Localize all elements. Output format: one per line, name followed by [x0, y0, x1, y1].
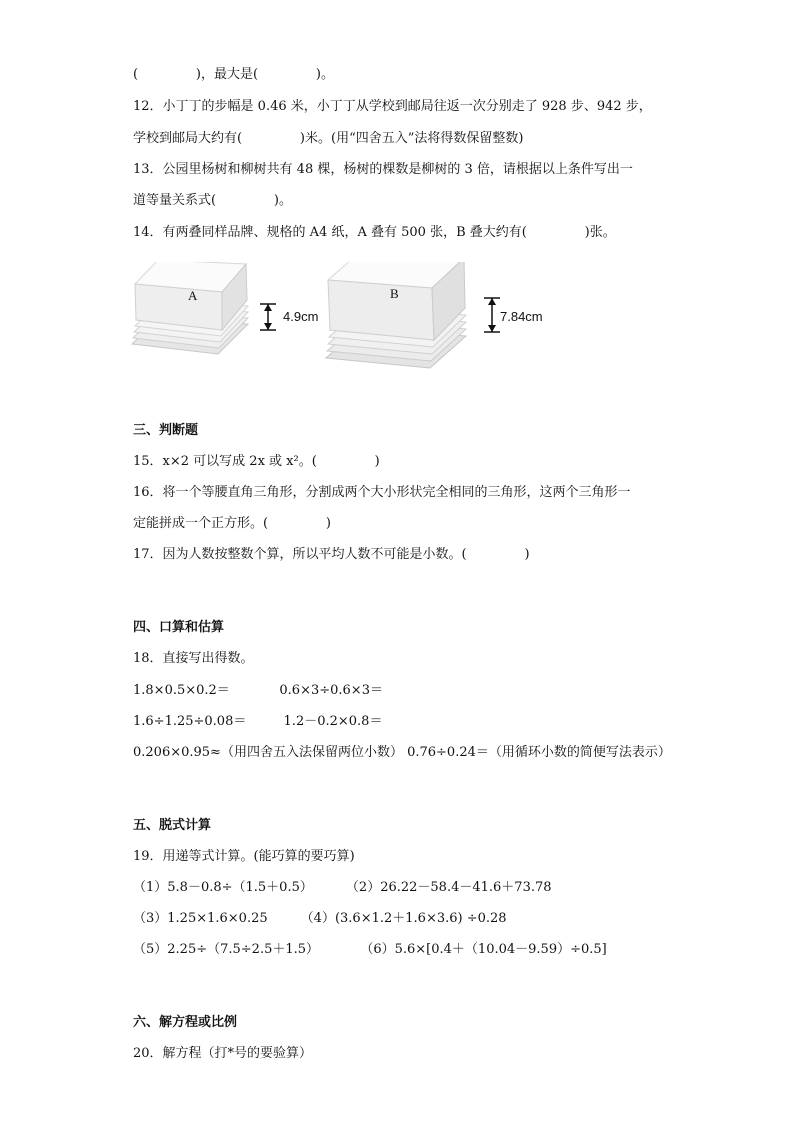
q18-row-1: 1.8×0.5×0.2＝ 0.6×3÷0.6×3＝: [133, 683, 383, 698]
stack-a-label: A: [188, 288, 198, 303]
paper-stack-b: [326, 262, 466, 368]
section-3-title: 三、判断题: [133, 423, 199, 438]
paper-stacks-figure: [130, 262, 560, 372]
section-6-title: 六、解方程或比例: [133, 1015, 238, 1030]
q18-row-2: 1.6÷1.25÷0.08＝ 1.2－0.2×0.8＝: [133, 714, 383, 729]
question-19: 19．用递等式计算。(能巧算的要巧算): [133, 849, 355, 864]
question-14: 14．有两叠同样品牌、规格的 A4 纸，A 叠有 500 张，B 叠大约有( )张。: [133, 225, 616, 240]
q19-row-3: （5）2.25÷（7.5÷2.5＋1.5） （6）5.6×[0.4＋（10.04－9.59）÷0.5]: [133, 942, 607, 957]
question-16-line-1: 16．将一个等腰直角三角形，分割成两个大小形状完全相同的三角形，这两个三角形一: [133, 485, 631, 500]
question-17: 17．因为人数按整数个算，所以平均人数不可能是小数。( ): [133, 547, 530, 562]
q19-row-1: （1）5.8－0.8÷（1.5＋0.5） （2）26.22－58.4－41.6＋73.78: [133, 880, 552, 895]
section-5-title: 五、脱式计算: [133, 818, 212, 833]
q11-tail-line: ( )，最大是( )。: [133, 67, 334, 82]
stack-b-height-marker: [484, 298, 543, 332]
question-12-line-2: 学校到邮局大约有( )米。(用“四舍五入”法将得数保留整数): [133, 131, 524, 146]
stack-b-label: B: [390, 286, 399, 301]
question-20: 20．解方程（打*号的要验算）: [133, 1046, 313, 1061]
stack-a-height: 4.9cm: [283, 309, 319, 324]
question-16-line-2: 定能拼成一个正方形。( ): [133, 516, 331, 531]
q19-row-2: （3）1.25×1.6×0.25 （4）(3.6×1.2＋1.6×3.6) ÷0.28: [133, 911, 507, 926]
q18-row-3: 0.206×0.95≈（用四舍五入法保留两位小数） 0.76÷0.24＝（用循环小数的简便写法表示）: [133, 745, 671, 760]
section-4-title: 四、口算和估算: [133, 620, 225, 635]
question-13-line-2: 道等量关系式( )。: [133, 193, 292, 208]
question-12-line-1: 12．小丁丁的步幅是 0.46 米，小丁丁从学校到邮局往返一次分别走了 928 步、942 步，: [133, 99, 652, 114]
stack-b-height: 7.84cm: [500, 309, 543, 324]
question-13-line-1: 13．公园里杨树和柳树共有 48 棵，杨树的棵数是柳树的 3 倍，请根据以上条件写出一: [133, 162, 633, 177]
paper-stack-a: [132, 262, 248, 354]
question-15: 15．x×2 可以写成 2x 或 x²。( ): [133, 454, 380, 469]
stack-a-height-marker: [260, 304, 318, 330]
question-18: 18．直接写出得数。: [133, 651, 254, 666]
